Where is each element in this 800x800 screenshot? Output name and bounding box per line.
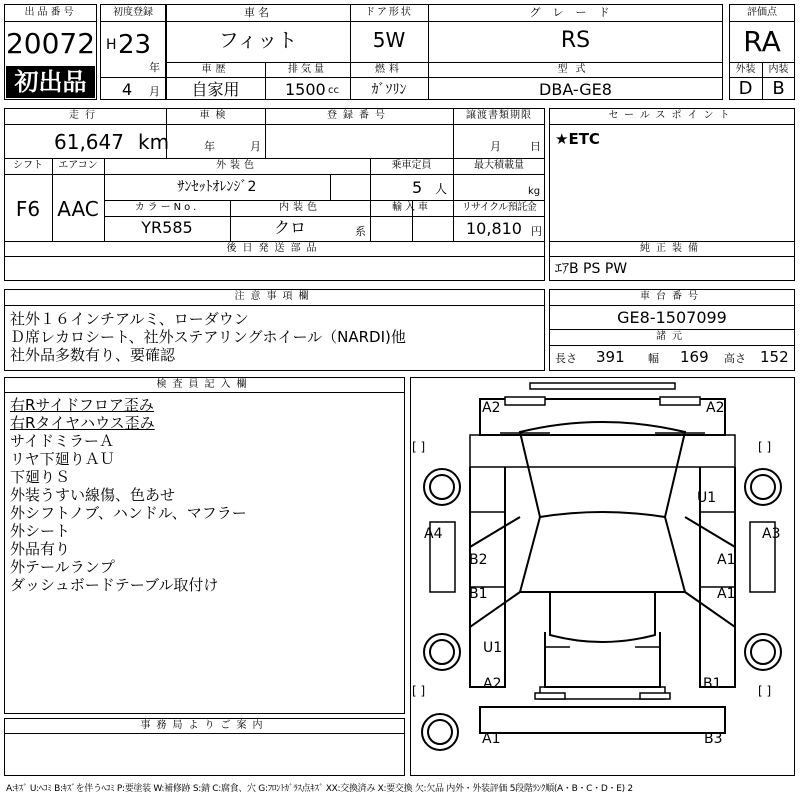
- height-label: 高さ: [724, 352, 746, 365]
- lot-number-label: 出品番号: [24, 7, 77, 18]
- caution-line: 社外品多数有り、要確認: [10, 346, 176, 364]
- shift-label: シフト: [13, 160, 43, 171]
- bracket: [ ]: [412, 440, 426, 454]
- ac-label: エアコン: [58, 160, 98, 171]
- reg-no-label: 登録番号: [327, 110, 391, 121]
- cautions-label: 注意事項欄: [234, 291, 315, 302]
- exterior-grade-label: 外装: [735, 64, 756, 75]
- damage-mark: B3: [704, 731, 723, 747]
- color-no: YR585: [141, 218, 193, 237]
- inspector-line: 右Rタイヤハウス歪み: [10, 414, 155, 432]
- damage-mark: A2: [482, 400, 501, 416]
- inspector-line: ダッシュボードテーブル取付け: [10, 576, 219, 594]
- inspector-line: 外装うすい線傷、色あせ: [10, 486, 176, 504]
- inspector-line: リヤ下廻りＡＵ: [10, 450, 115, 468]
- damage-mark: A1: [482, 731, 501, 747]
- history: 自家用: [191, 80, 240, 99]
- sales-points-label: セールスポイント: [608, 110, 736, 121]
- mileage: 61,647: [54, 130, 124, 154]
- damage-mark: A1: [717, 586, 736, 602]
- car-name-label: 車名: [244, 6, 272, 19]
- later-parts-label: 後日発送部品: [226, 243, 323, 254]
- damage-mark: U1: [483, 640, 503, 656]
- door: 5W: [372, 28, 406, 52]
- caution-line: 社外１６インチアルミ、ローダウン: [10, 310, 249, 328]
- inspector-line: 右Rサイドフロア歪み: [10, 396, 154, 414]
- history-label: 車歴: [201, 64, 230, 75]
- shift: F6: [15, 197, 41, 221]
- first-listing-badge: 初出品: [6, 66, 95, 98]
- inspector-line: 下廻りＳ: [10, 468, 71, 486]
- dims-label: 諸元: [656, 331, 688, 342]
- bracket: [ ]: [412, 684, 426, 698]
- length-value: 391: [596, 348, 625, 366]
- damage-mark: B1: [469, 586, 488, 602]
- damage-mark: U1: [697, 490, 717, 506]
- capacity-label: 乗車定員: [391, 160, 432, 171]
- inspection-year-unit: 年: [204, 140, 215, 153]
- import-label: 輸入車: [392, 202, 431, 213]
- equipment-label: 純正装備: [640, 243, 704, 254]
- equipment-text: ｴｱB PS PW: [555, 261, 628, 277]
- interior-grade-label: 内装: [768, 64, 789, 75]
- mileage-label: 走行: [69, 110, 101, 121]
- era: H: [106, 37, 117, 53]
- model: DBA-GE8: [539, 80, 612, 99]
- damage-mark: A3: [762, 526, 781, 542]
- max-load-label: 最大積載量: [474, 160, 524, 171]
- length-label: 長さ: [555, 352, 577, 365]
- displacement-unit: cc: [328, 85, 339, 96]
- inspector-line: 外シフトノブ、ハンドル、マフラー: [10, 504, 247, 522]
- displacement-label: 排気量: [288, 64, 327, 75]
- grade: RS: [560, 28, 591, 53]
- first-reg-label: 初度登録: [113, 7, 153, 18]
- reg-month: 4: [122, 80, 133, 99]
- damage-mark: B1: [703, 676, 722, 692]
- damage-mark: A4: [424, 526, 443, 542]
- inspector-line: 外シート: [10, 522, 71, 540]
- chassis-label: 車台番号: [640, 291, 704, 302]
- damage-mark: A2: [483, 676, 502, 692]
- transfer-month-unit: 月: [490, 140, 501, 153]
- score-label: 評価点: [747, 7, 777, 18]
- width-label: 幅: [648, 352, 659, 365]
- bracket: [ ]: [758, 684, 772, 698]
- displacement: 1500: [285, 80, 326, 99]
- inspector-line: 外テールランプ: [10, 558, 115, 576]
- chassis-number: GE8-1507099: [617, 308, 727, 327]
- ext-color-label: 外装色: [216, 160, 258, 171]
- width-value: 169: [680, 348, 709, 366]
- car-diagram: [410, 377, 795, 776]
- inspection-month-unit: 月: [250, 140, 261, 153]
- capacity: 5: [412, 178, 423, 197]
- fuel: ｶﾞｿﾘﾝ: [371, 82, 407, 98]
- exterior-grade: D: [738, 78, 753, 99]
- reg-year-unit: 年: [149, 61, 160, 74]
- transfer-label: 譲渡書類期限: [466, 110, 532, 121]
- bracket: [ ]: [758, 440, 772, 454]
- damage-mark: A2: [706, 400, 725, 416]
- caution-line: Ｄ席レカロシート、社外ステアリングホイール（NARDI)他: [10, 328, 406, 346]
- int-color-unit: 系: [355, 225, 366, 238]
- inspector-label: 検査員記入欄: [156, 379, 253, 390]
- inspection-label: 車検: [199, 110, 232, 121]
- color-no-label: カラーNo.: [134, 202, 200, 213]
- legend: A:ｷｽﾞ U:ﾍｺﾐ B:ｷｽﾞを伴うﾍｺﾐ P:要塗装 W:補修跡 S:錆 C:腐食、穴 G:ﾌﾛﾝﾄｶﾞﾗｽ点ｷｽﾞ XX:交換済み X:要交換 欠:欠品 内外・外装評価 5段階ﾗﾝｸ順(A・B・C・D・E) 2: [6, 784, 633, 794]
- inspector-line: サイドミラーＡ: [10, 432, 114, 450]
- int-color: クロ: [273, 218, 306, 237]
- max-load-unit: kg: [528, 186, 541, 197]
- car-name: フィット: [218, 28, 298, 52]
- recycle-label: リサイクル預託金: [461, 202, 537, 213]
- door-label: ドア形状: [365, 7, 413, 18]
- mileage-unit: km: [138, 130, 170, 154]
- ac: AAC: [57, 197, 99, 221]
- grade-label: グレード: [529, 6, 622, 19]
- transfer-day-unit: 日: [530, 140, 541, 153]
- sales-points-text: ★ETC: [555, 130, 600, 148]
- interior-grade: B: [772, 78, 785, 99]
- lot-number: 20072: [5, 27, 96, 60]
- reg-month-unit: 月: [149, 85, 160, 98]
- height-value: 152: [760, 348, 789, 366]
- recycle-fee: 10,810: [466, 219, 522, 238]
- fuel-label: 燃料: [375, 64, 403, 75]
- damage-mark: A1: [717, 552, 736, 568]
- damage-mark: B2: [469, 552, 488, 568]
- capacity-unit: 人: [435, 182, 448, 196]
- model-label: 型式: [557, 64, 594, 75]
- reg-year: 23: [118, 30, 152, 60]
- int-color-label: 内装色: [279, 202, 321, 213]
- score: RA: [743, 25, 781, 58]
- inspector-line: 外品有り: [10, 540, 71, 558]
- ext-color: ｻﾝｾｯﾄｵﾚﾝｼﾞ2: [177, 179, 257, 195]
- office-label: 事務局よりご案内: [140, 720, 269, 731]
- recycle-unit: 円: [531, 225, 542, 238]
